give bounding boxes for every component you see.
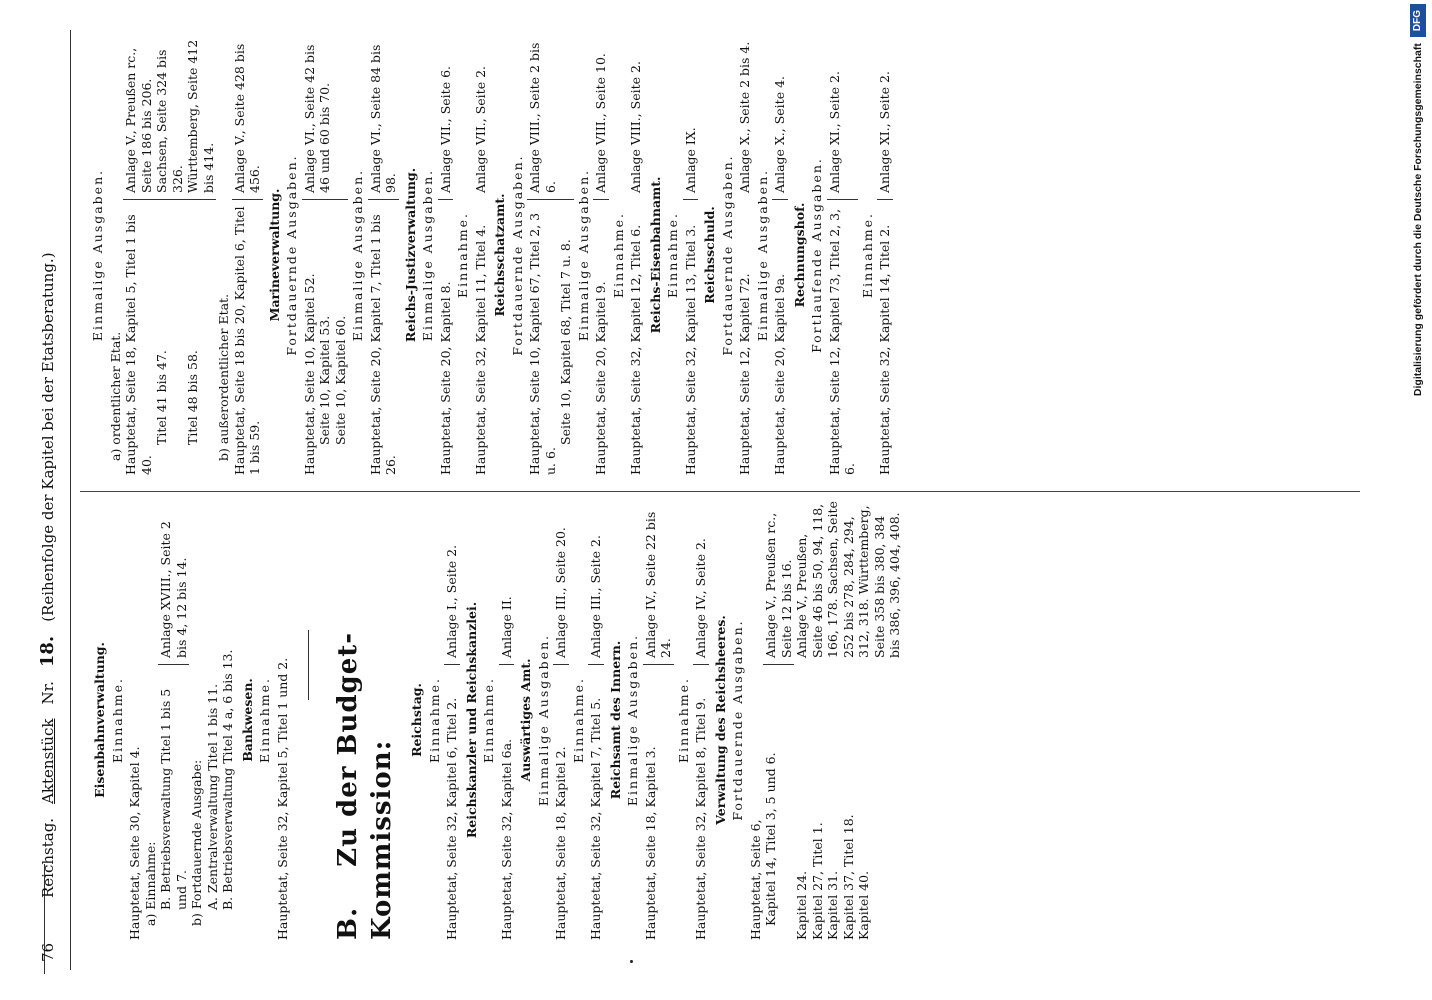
section-heading-eisenbahn: Eisenbahnverwaltung. [92, 642, 107, 798]
header-rule [70, 30, 71, 970]
entry-row [473, 35, 489, 475]
text-line: Kapitel 37, Titel 18. [840, 814, 856, 940]
anlage-reference: Anlage XI., Seite 2. [877, 35, 893, 200]
text-line: Hauptetat, Seite 32, Kapitel 7, Titel 5. [588, 697, 603, 940]
header-subtitle: (Reihenfolge der Kapitel bei der Etatsberatung.) [39, 252, 57, 622]
text-line: Titel 48 bis 58. [185, 350, 200, 445]
sub-heading: Fortdauernde Ausgaben. [719, 154, 735, 356]
text-line: Hauptetat, Seite 18, Kapitel 2. [553, 746, 568, 940]
entry-row [737, 35, 753, 475]
scan-speck [630, 960, 633, 963]
text-line: Hauptetat, Seite 18, Kapitel 5, Titel 1 bis 40. [123, 214, 154, 475]
text-line: Kapitel 27, Titel 1. [809, 822, 825, 940]
column-divider [80, 491, 1360, 492]
text-line: Hauptetat, Seite 30, Kapitel 4. [127, 746, 142, 940]
entry-row [553, 500, 569, 940]
text-line: Hauptetat, Seite 6, [747, 819, 763, 940]
left-column [88, 500, 1390, 940]
text-line: Hauptetat, Seite 32, Kapitel 12, Titel 6. [628, 224, 643, 475]
anlage-reference: Anlage V., Preußen rc., Seite 12 bis 16. [763, 500, 794, 665]
entry-row [527, 35, 574, 475]
entry-row [827, 35, 858, 475]
entry-row [693, 500, 709, 940]
entry-row [368, 35, 399, 475]
sub-heading: Einmalige Ausgaben. [350, 168, 365, 342]
text-line: Hauptetat, Seite 20, Kapitel 9. [593, 281, 608, 475]
kapitel-list [527, 200, 574, 475]
anlage-reference: Anlage VII., Seite 6. [438, 35, 454, 200]
entry-row [593, 35, 609, 475]
entry-row [794, 500, 903, 940]
entry-row [763, 500, 794, 940]
entry-row [628, 35, 644, 475]
sub-heading: Fortdauernde Ausgaben. [284, 154, 299, 356]
anlage-reference: Anlage IV., Seite 2. [693, 500, 709, 665]
header-nr-value: 18. [37, 635, 58, 668]
digitization-watermark [1408, 4, 1428, 996]
anlage-reference: Anlage III., Seite 2. [588, 500, 604, 665]
entry-row [302, 35, 349, 475]
text-line: Seite 10, Kapitel 60. [332, 315, 348, 445]
anlage-reference: Anlage I., Seite 2. [444, 500, 460, 665]
anlage-reference: Anlage IV., Seite 22 bis 24. [643, 500, 674, 665]
section-heading-eisenbahnamt: Reichs-Eisenbahnamt. [647, 176, 663, 334]
text-line: Kapitel 40. [856, 870, 871, 940]
sub-heading: Fortdauernde Ausgaben. [730, 619, 745, 821]
entry-row [232, 35, 263, 475]
anlage-reference: Anlage X., Seite 2 bis 4. [737, 41, 752, 193]
sub-heading: Einmalige Ausgaben. [420, 168, 435, 342]
text-line: Hauptetat, Seite 10, Kapitel 52. [301, 273, 317, 475]
text-line: Hauptetat, Seite 20, Kapitel 9a. [772, 273, 787, 475]
anlage-reference: Anlage VI., Seite 84 bis 98. [368, 35, 399, 200]
sub-heading: Einnahme. [426, 677, 442, 763]
page-header [37, 30, 70, 962]
section-letter: B. [333, 906, 363, 940]
section-heading-bankwesen: Bankwesen. [239, 678, 255, 762]
header-nr-label: Nr. [39, 681, 57, 705]
anlage-reference: Anlage VI., Seite 42 bis 46 und 60 bis 70. [302, 35, 349, 200]
section-heading-reichskanzler: Reichskanzler und Reichskanzlei. [463, 601, 479, 839]
section-heading-schatzamt: Reichsschatzamt. [492, 193, 507, 317]
text-line: Hauptetat, Seite 32, Kapitel 13, Titel 3. [682, 224, 698, 475]
text-line: Hauptetat, Seite 32, Kapitel 6, Titel 2. [444, 697, 459, 940]
text-line: Seite 10, Kapitel 53. [317, 315, 332, 445]
anlage-reference: Anlage IX. [683, 35, 699, 200]
sub-heading: Fortdauernde Ausgaben. [509, 154, 525, 356]
sub-heading: Einnahme. [610, 212, 626, 298]
anlage-reference: Anlage V., Preußen, Seite 46 bis 50, 94, 118, 166, 178. Sachsen, Seite 252 bis 278, 284, 294, 312, 318. Württemberg, Seite 358 bis 380, 384 bis 386, 396, 404, 408. [794, 501, 902, 658]
entry-row [588, 500, 604, 940]
watermark-text-row [1408, 4, 1428, 996]
text-line: Hauptetat, Seite 32, Kapitel 14, Titel 2. [877, 224, 892, 475]
entry-row [444, 500, 460, 940]
sub-heading: Einmalige Ausgaben. [754, 168, 770, 342]
sub-heading: Einnahme. [109, 677, 125, 763]
entry-row [683, 35, 699, 475]
anlage-reference: Anlage V., Preußen rc., Seite 186 bis 206. [123, 35, 154, 200]
entry-row [877, 35, 893, 475]
sub-heading: Einnahme. [455, 212, 470, 298]
sub-heading: Einnahme. [257, 677, 272, 763]
budget-commission-title [331, 500, 399, 940]
text-line: a) ordentlicher Etat. [107, 331, 123, 461]
text-line: Hauptetat, Seite 10, Kapitel 67, Titel 2, 3 u. 6. [527, 212, 558, 475]
section-heading-reichstag: Reichstag. [409, 683, 424, 757]
entry-row [438, 35, 454, 475]
dfg-logo: DFG [1410, 4, 1426, 37]
text-line: a) Einnahme: [142, 841, 158, 926]
anlage-reference: Anlage VIII., Seite 2. [628, 61, 643, 193]
text-line: Kapitel 24. [794, 870, 809, 940]
section-title: Zu der Budget-Kommission: [333, 631, 397, 940]
sub-heading: Einmalige Ausgaben. [625, 633, 640, 807]
anlage-reference: Anlage XVIII., Seite 2 bis 4, 12 bis 14. [158, 500, 189, 665]
header-source: Reichstag. [39, 817, 57, 898]
text-line: A. Zentralverwaltung Titel 1 bis 11. [204, 683, 220, 910]
watermark-text: Digitalisierung gefördert durch die Deutsche Forschungsgemeinschaft [1412, 43, 1424, 397]
sub-heading: Einmalige Ausgaben. [575, 168, 591, 342]
entry-row [158, 500, 189, 940]
text-line: b) außerordentlicher Etat. [216, 293, 231, 461]
text-line: Hauptetat, Seite 32, Kapitel 6a. [498, 738, 514, 940]
sub-heading: Einmalige Ausgaben. [90, 168, 105, 342]
anlage-reference: Sachsen, Seite 324 bis 326. [154, 35, 185, 200]
text-line: B. Betriebsverwaltung Titel 1 bis 5 und 7. [158, 688, 189, 910]
text-line: B. Betriebsverwaltung Titel 4 a, 6 bis 13. [220, 649, 235, 910]
anlage-reference: Anlage VIII., Seite 10. [593, 35, 609, 200]
anlage-reference: Württemberg, Seite 412 bis 414. [185, 35, 216, 200]
sub-heading: Einmalige Ausgaben. [535, 633, 551, 807]
section-heading-marine: Marineverwaltung. [266, 188, 282, 322]
sub-heading: Einnahme. [665, 212, 680, 298]
text-line: b) Fortdauernde Ausgabe: [189, 759, 204, 926]
sub-heading: Einnahme. [570, 677, 586, 763]
entry-row [185, 35, 216, 475]
sub-heading: Einnahme. [859, 212, 875, 298]
section-heading-justiz: Reichs-Justizverwaltung. [402, 167, 418, 343]
kapitel-list [302, 200, 349, 475]
page-number: 76 [39, 942, 57, 962]
text-line: Kapitel 14, Titel 3, 5 und 6. [763, 752, 778, 926]
text-line: Kapitel 31. [825, 870, 840, 940]
anlage-reference: Anlage VII., Seite 2. [472, 65, 488, 193]
entry-row [499, 500, 515, 940]
entry-row [123, 35, 154, 475]
anlage-reference: Anlage V., Seite 428 bis 456. [232, 35, 263, 200]
kapitel-list [794, 664, 903, 940]
text-line: Hauptetat, Seite 20, Kapitel 8. [437, 281, 453, 475]
separator-rule [308, 630, 309, 700]
header-akt-label: Aktenstück [39, 718, 57, 804]
entry-row [154, 35, 185, 475]
section-heading-auswaertiges: Auswärtiges Amt. [518, 658, 533, 782]
entry-row [772, 35, 788, 475]
entry-row [643, 500, 674, 940]
anlage-reference: Anlage II. [499, 500, 515, 665]
text-line: Hauptetat, Seite 20, Kapitel 7, Titel 1 bis 26. [367, 214, 398, 475]
anlage-reference: Anlage VIII., Seite 2 bis 6. [527, 35, 574, 200]
sub-heading: Einnahme. [675, 677, 691, 763]
text-line: Hauptetat, Seite 12, Kapitel 72. [737, 273, 752, 475]
section-heading-reichsheer: Verwaltung des Reichsheeres. [712, 615, 728, 825]
text-line: Hauptetat, Seite 12, Kapitel 73, Titel 2, 3, 6. [826, 208, 857, 475]
text-line: Hauptetat, Seite 18, Kapitel 3. [642, 746, 658, 940]
sub-heading: Einnahme. [481, 677, 496, 763]
anlage-reference: Anlage III., Seite 20. [553, 500, 569, 665]
text-line: Seite 10, Kapitel 68, Titel 7 u. 8. [558, 239, 573, 445]
sub-heading: Fortlaufende Ausgaben. [809, 157, 824, 353]
text-line: Hauptetat, Seite 32, Kapitel 5, Titel 1 und 2. [274, 657, 290, 940]
section-heading-schuld: Reichsschuld. [702, 206, 717, 304]
section-heading-reichsamt-innern: Reichsamt des Innern. [607, 640, 623, 800]
anlage-reference: Anlage X., Seite 4. [772, 35, 788, 200]
text-line: Hauptetat, Seite 18 bis 20, Kapitel 6, Titel 1 bis 59. [231, 206, 262, 475]
right-column [88, 35, 1390, 475]
text-line: Hauptetat, Seite 32, Kapitel 8, Titel 9. [693, 697, 708, 940]
section-heading-rechnungshof: Rechnungshof. [791, 202, 807, 308]
text-line: Titel 41 bis 47. [154, 350, 169, 445]
text-line: Hauptetat, Seite 32, Kapitel 11, Titel 4. [472, 224, 488, 475]
anlage-reference: Anlage XI., Seite 2. [827, 35, 858, 200]
